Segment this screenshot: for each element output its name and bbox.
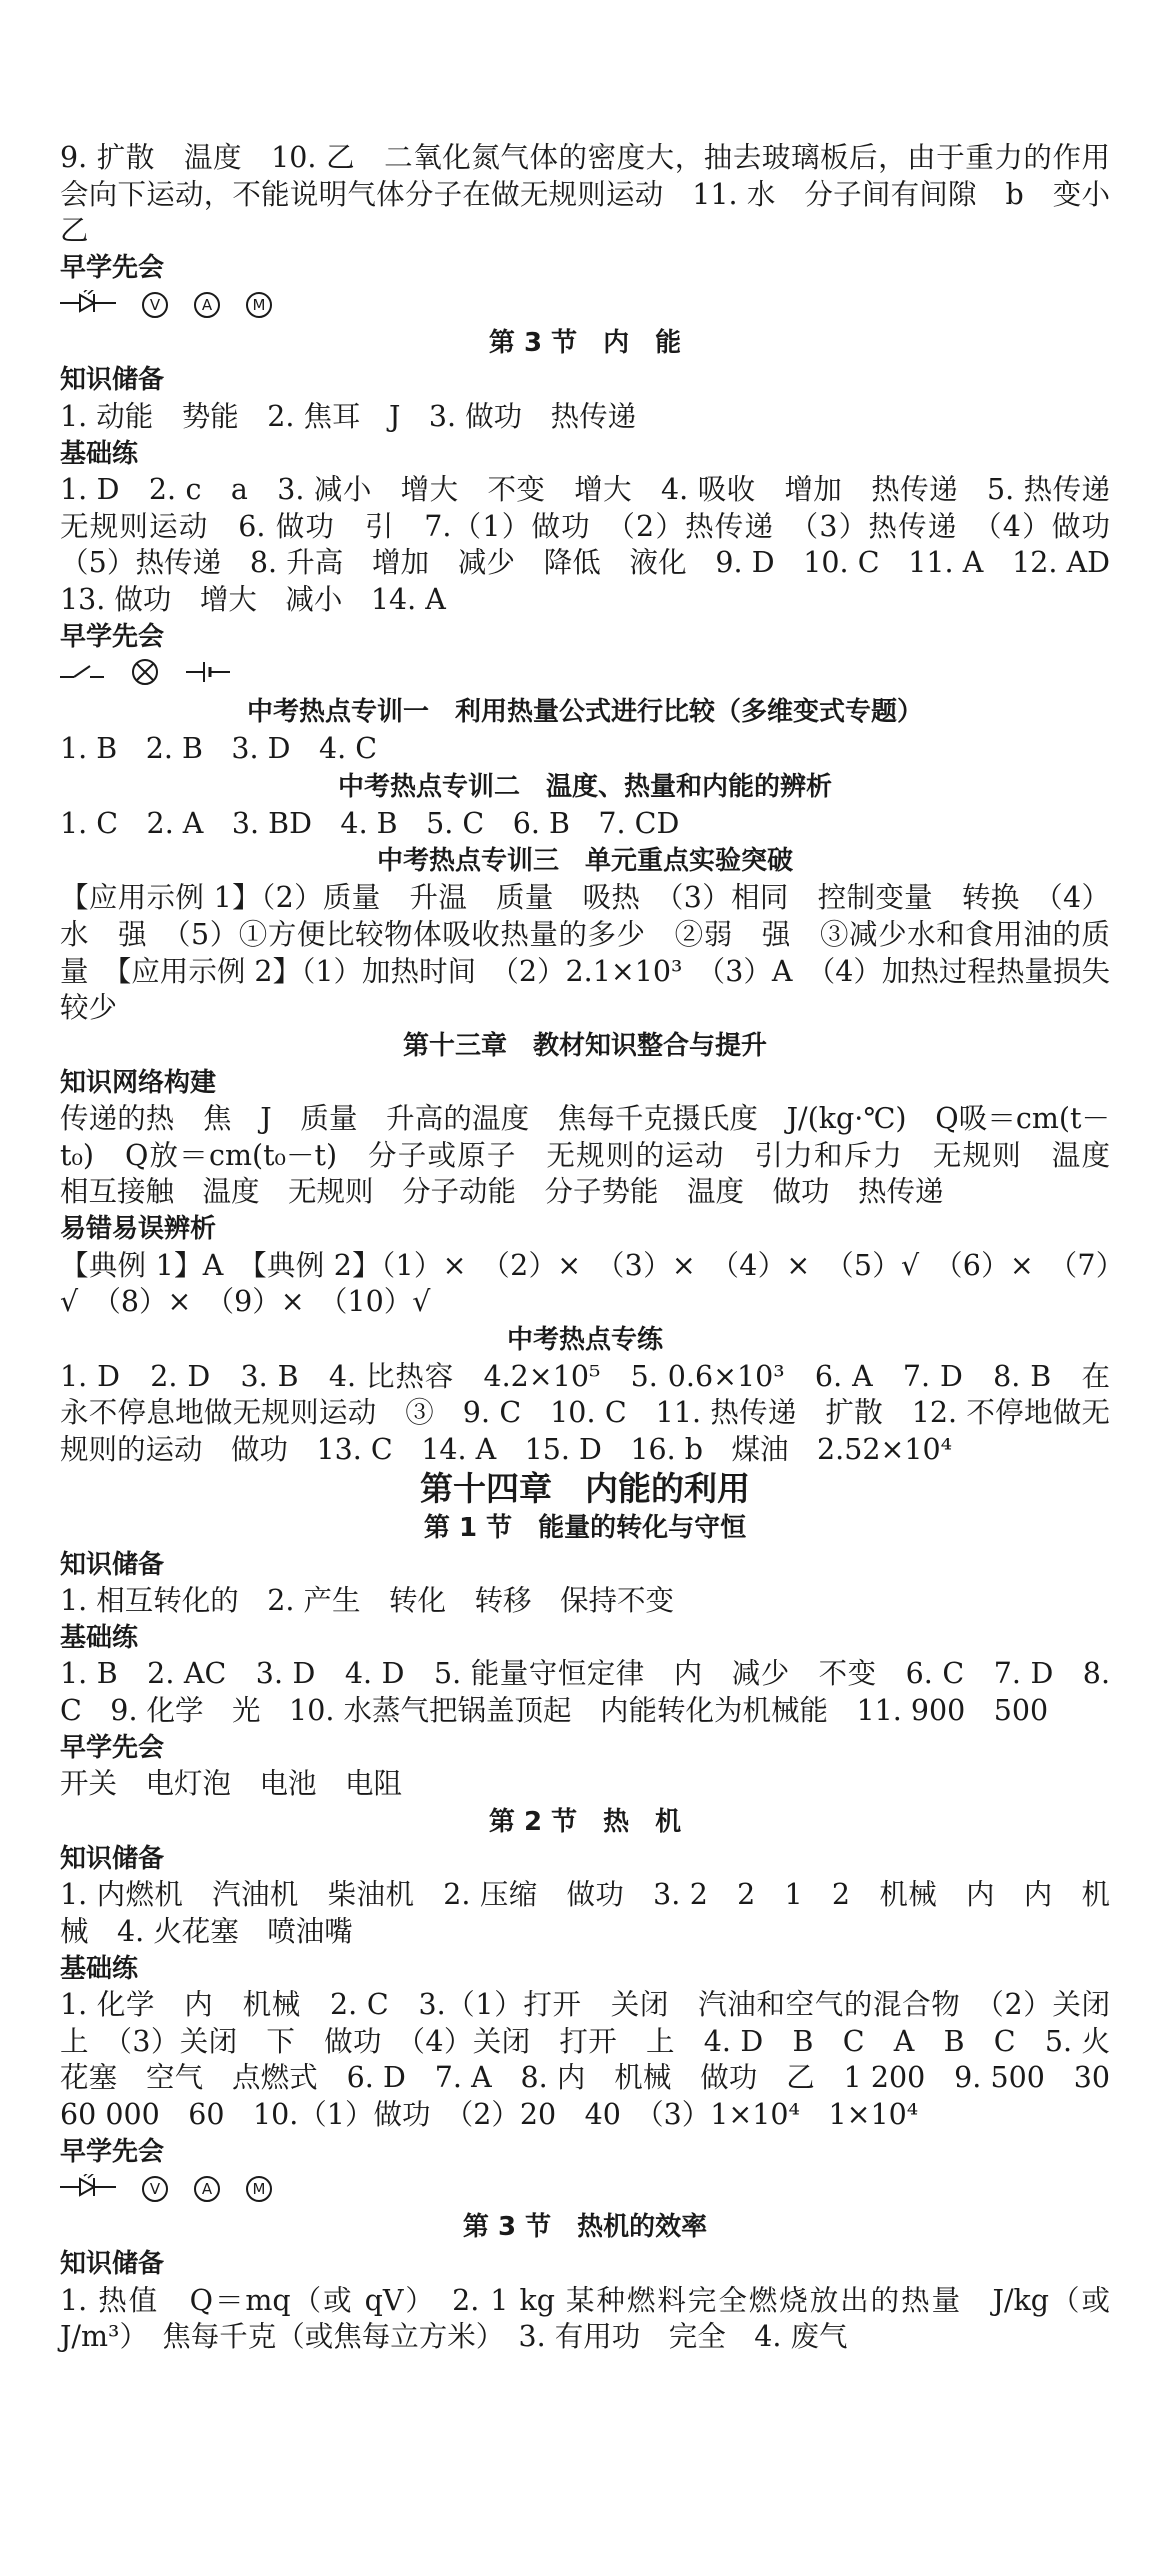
block-label: 基础练 [60, 1953, 139, 1984]
answer-paragraph: 开关 电灯泡 电池 电阻 [60, 1767, 403, 1801]
answer-paragraph: 1. B 2. B 3. D 4. C [60, 732, 378, 766]
circuit-symbols-row [60, 655, 1110, 693]
switch-icon [60, 661, 104, 687]
answer-paragraph: 1. C 2. A 3. BD 4. B 5. C 6. B 7. CD [60, 806, 680, 840]
section-heading: 中考热点专练 [506, 1324, 663, 1355]
section-heading: 中考热点专训三 单元重点实验突破 [376, 846, 793, 877]
block-label: 知识储备 [60, 2249, 165, 2280]
block-label: 基础练 [60, 1622, 139, 1653]
voltmeter-icon: V [142, 292, 168, 318]
answer-paragraph: 1. 相互转化的 2. 产生 转化 转移 保持不变 [60, 1584, 675, 1618]
diode-icon [60, 2174, 116, 2204]
voltmeter-icon: V [142, 2176, 168, 2202]
section-heading: 第 1 节 能量的转化与守恒 [423, 1512, 747, 1543]
motor-icon: M [246, 292, 272, 318]
block-label: 基础练 [60, 438, 139, 469]
block-label: 早学先会 [60, 252, 165, 283]
block-label: 易错易误辨析 [60, 1214, 217, 1245]
section-heading: 中考热点专训二 温度、热量和内能的辨析 [337, 771, 832, 802]
answer-paragraph: 传递的热 焦 J 质量 升高的温度 焦每千克摄氏度 J/(kg·℃) Q吸＝cm(t－t₀) Q放＝cm(t₀－t) 分子或原子 无规则的运动 引力和斥力 无规则 温度 相互接触 温度 无规则 分子动能 分子势能 温度 做功 热传递 [60, 1102, 1139, 1209]
battery-icon [186, 659, 230, 689]
diode-icon [60, 290, 116, 320]
block-label: 知识储备 [60, 1549, 165, 1580]
section-heading: 第十三章 教材知识整合与提升 [402, 1030, 767, 1061]
section-heading: 第 3 节 内 能 [488, 328, 682, 359]
answer-paragraph: 1. 动能 势能 2. 焦耳 J 3. 做功 热传递 [60, 399, 637, 433]
section-heading: 中考热点专训一 利用热量公式进行比较（多维变式专题） [246, 697, 923, 728]
answer-paragraph: 【应用示例 1】（2）质量 升温 质量 吸热 （3）相同 控制变量 转换 （4）水 强 （5）①方便比较物体吸收热量的多少 ②弱 强 ③减少水和食用油的质量 【应用示例 2】（1）加热时间 （2）2.1×10³ （3）A （4）加热过程热量损失较少 [60, 881, 1110, 1025]
block-label: 早学先会 [60, 1732, 165, 1763]
block-label: 知识储备 [60, 1843, 165, 1874]
circuit-symbols-row [60, 2170, 1110, 2208]
circuit-symbols-row [60, 286, 1110, 324]
section-heading: 第 2 节 热 机 [488, 1806, 682, 1837]
ammeter-icon: A [194, 292, 220, 318]
answer-paragraph: 9. 扩散 温度 10. 乙 二氧化氮气体的密度大，抽去玻璃板后，由于重力的作用会向下运动，不能说明气体分子在做无规则运动 11. 水 分子间有间隙 b 变小 乙 [60, 141, 1139, 248]
chapter-heading: 第十四章 内能的利用 [420, 1468, 750, 1508]
answer-paragraph: 1. D 2. D 3. B 4. 比热容 4.2×10⁵ 5. 0.6×10³ 6. A 7. D 8. B 在永不停息地做无规则运动 ③ 9. C 10. C 11. 热传递 扩散 12. 不停地做无规则的运动 做功 13. C 14. A 15. D 16. b 煤油 2.52×10⁴ [60, 1359, 1110, 1467]
section-heading: 第 3 节 热机的效率 [462, 2212, 708, 2243]
answer-paragraph: 1. 内燃机 汽油机 柴油机 2. 压缩 做功 3. 2 2 1 2 机械 内 内 机械 4. 火花塞 喷油嘴 [60, 1878, 1110, 1948]
answer-paragraph: 1. B 2. AC 3. D 4. D 5. 能量守恒定律 内 减少 不变 6. C 7. D 8. C 9. 化学 光 10. 水蒸气把锅盖顶起 内能转化为机械能 11. 900 500 [60, 1657, 1110, 1727]
answer-page [60, 140, 1139, 2356]
motor-icon: M [246, 2176, 272, 2202]
block-label: 知识网络构建 [60, 1067, 217, 1098]
answer-paragraph: 1. 化学 内 机械 2. C 3.（1）打开 关闭 汽油和空气的混合物 （2）关闭 上 （3）关闭 下 做功 （4）关闭 打开 上 4. D B C A B C 5. 火花塞 空气 点燃式 6. D 7. A 8. 内 机械 做功 乙 1 200 9. 500 30 60 000 60 10.（1）做功 （2）20 40 （3）1×10⁴ 1×10⁴ [60, 1988, 1139, 2131]
ammeter-icon: A [194, 2176, 220, 2202]
lamp-icon [130, 657, 160, 691]
answer-paragraph: 1. 热值 Q＝mq（或 qV） 2. 1 kg 某种燃料完全燃烧放出的热量 J/kg（或 J/m³） 焦每千克（或焦每立方米） 3. 有用功 完全 4. 废气 [60, 2283, 1110, 2354]
answer-paragraph: 【典例 1】A 【典例 2】（1）× （2）× （3）× （4）× （5）√ （6）× （7）√ （8）× （9）× （10）√ [60, 1248, 1110, 1319]
block-label: 早学先会 [60, 621, 165, 652]
answer-paragraph: 1. D 2. c a 3. 减小 增大 不变 增大 4. 吸收 增加 热传递 5. 热传递 无规则运动 6. 做功 引 7.（1）做功 （2）热传递 （3）热传递 （4）做功 （5）热传递 8. 升高 增加 减少 降低 液化 9. D 10. C 11. A 12. AD 13. 做功 增大 减小 14. A [60, 473, 1139, 616]
block-label: 知识储备 [60, 365, 165, 396]
block-label: 早学先会 [60, 2136, 165, 2167]
